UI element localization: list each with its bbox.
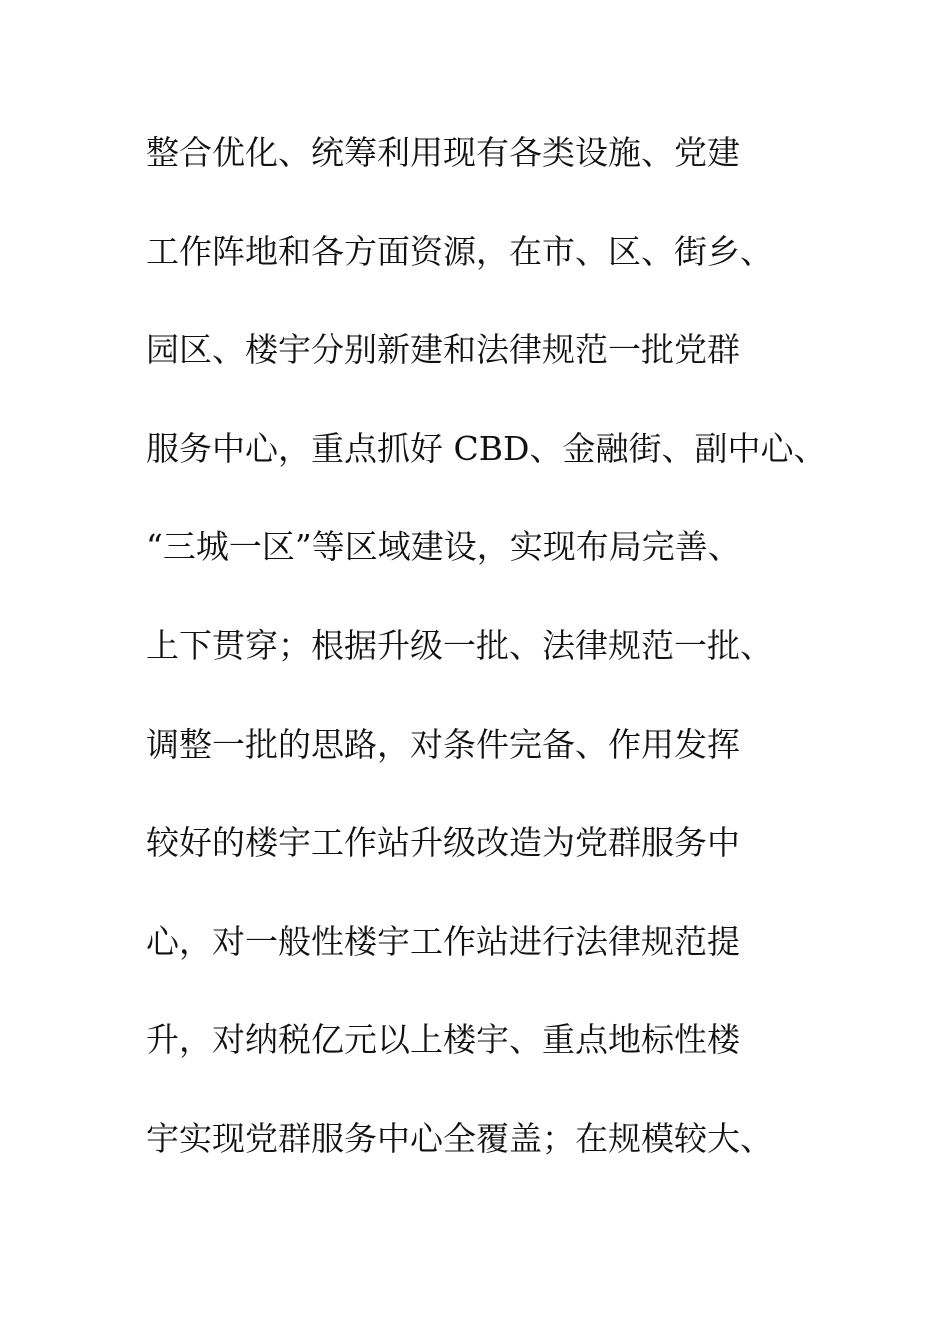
text-line: 整合优化、统筹利用现有各类设施、党建 <box>146 133 740 172</box>
body-text <box>146 124 846 1209</box>
text-line: 服务中心，重点抓好 CBD、金融街、副中心、 <box>146 428 827 468</box>
text-line: 调整一批的思路，对条件完备、作用发挥 <box>146 724 740 764</box>
text-line: 工作阵地和各方面资源，在市、区、街乡、 <box>146 231 773 271</box>
text-line: 较好的楼宇工作站升级改造为党群服务中 <box>146 823 740 863</box>
text-line: 心，对一般性楼宇工作站进行法律规范提 <box>146 921 740 961</box>
text-line: “三城一区”等区域建设，实现布局完善、 <box>146 527 741 567</box>
text-line: 升，对纳税亿元以上楼宇、重点地标性楼 <box>146 1020 740 1060</box>
text-line: 宇实现党群服务中心全覆盖；在规模较大、 <box>146 1118 773 1158</box>
text-line: 上下贯穿；根据升级一批、法律规范一批、 <box>146 625 773 665</box>
text-line: 园区、楼宇分别新建和法律规范一批党群 <box>146 330 740 370</box>
